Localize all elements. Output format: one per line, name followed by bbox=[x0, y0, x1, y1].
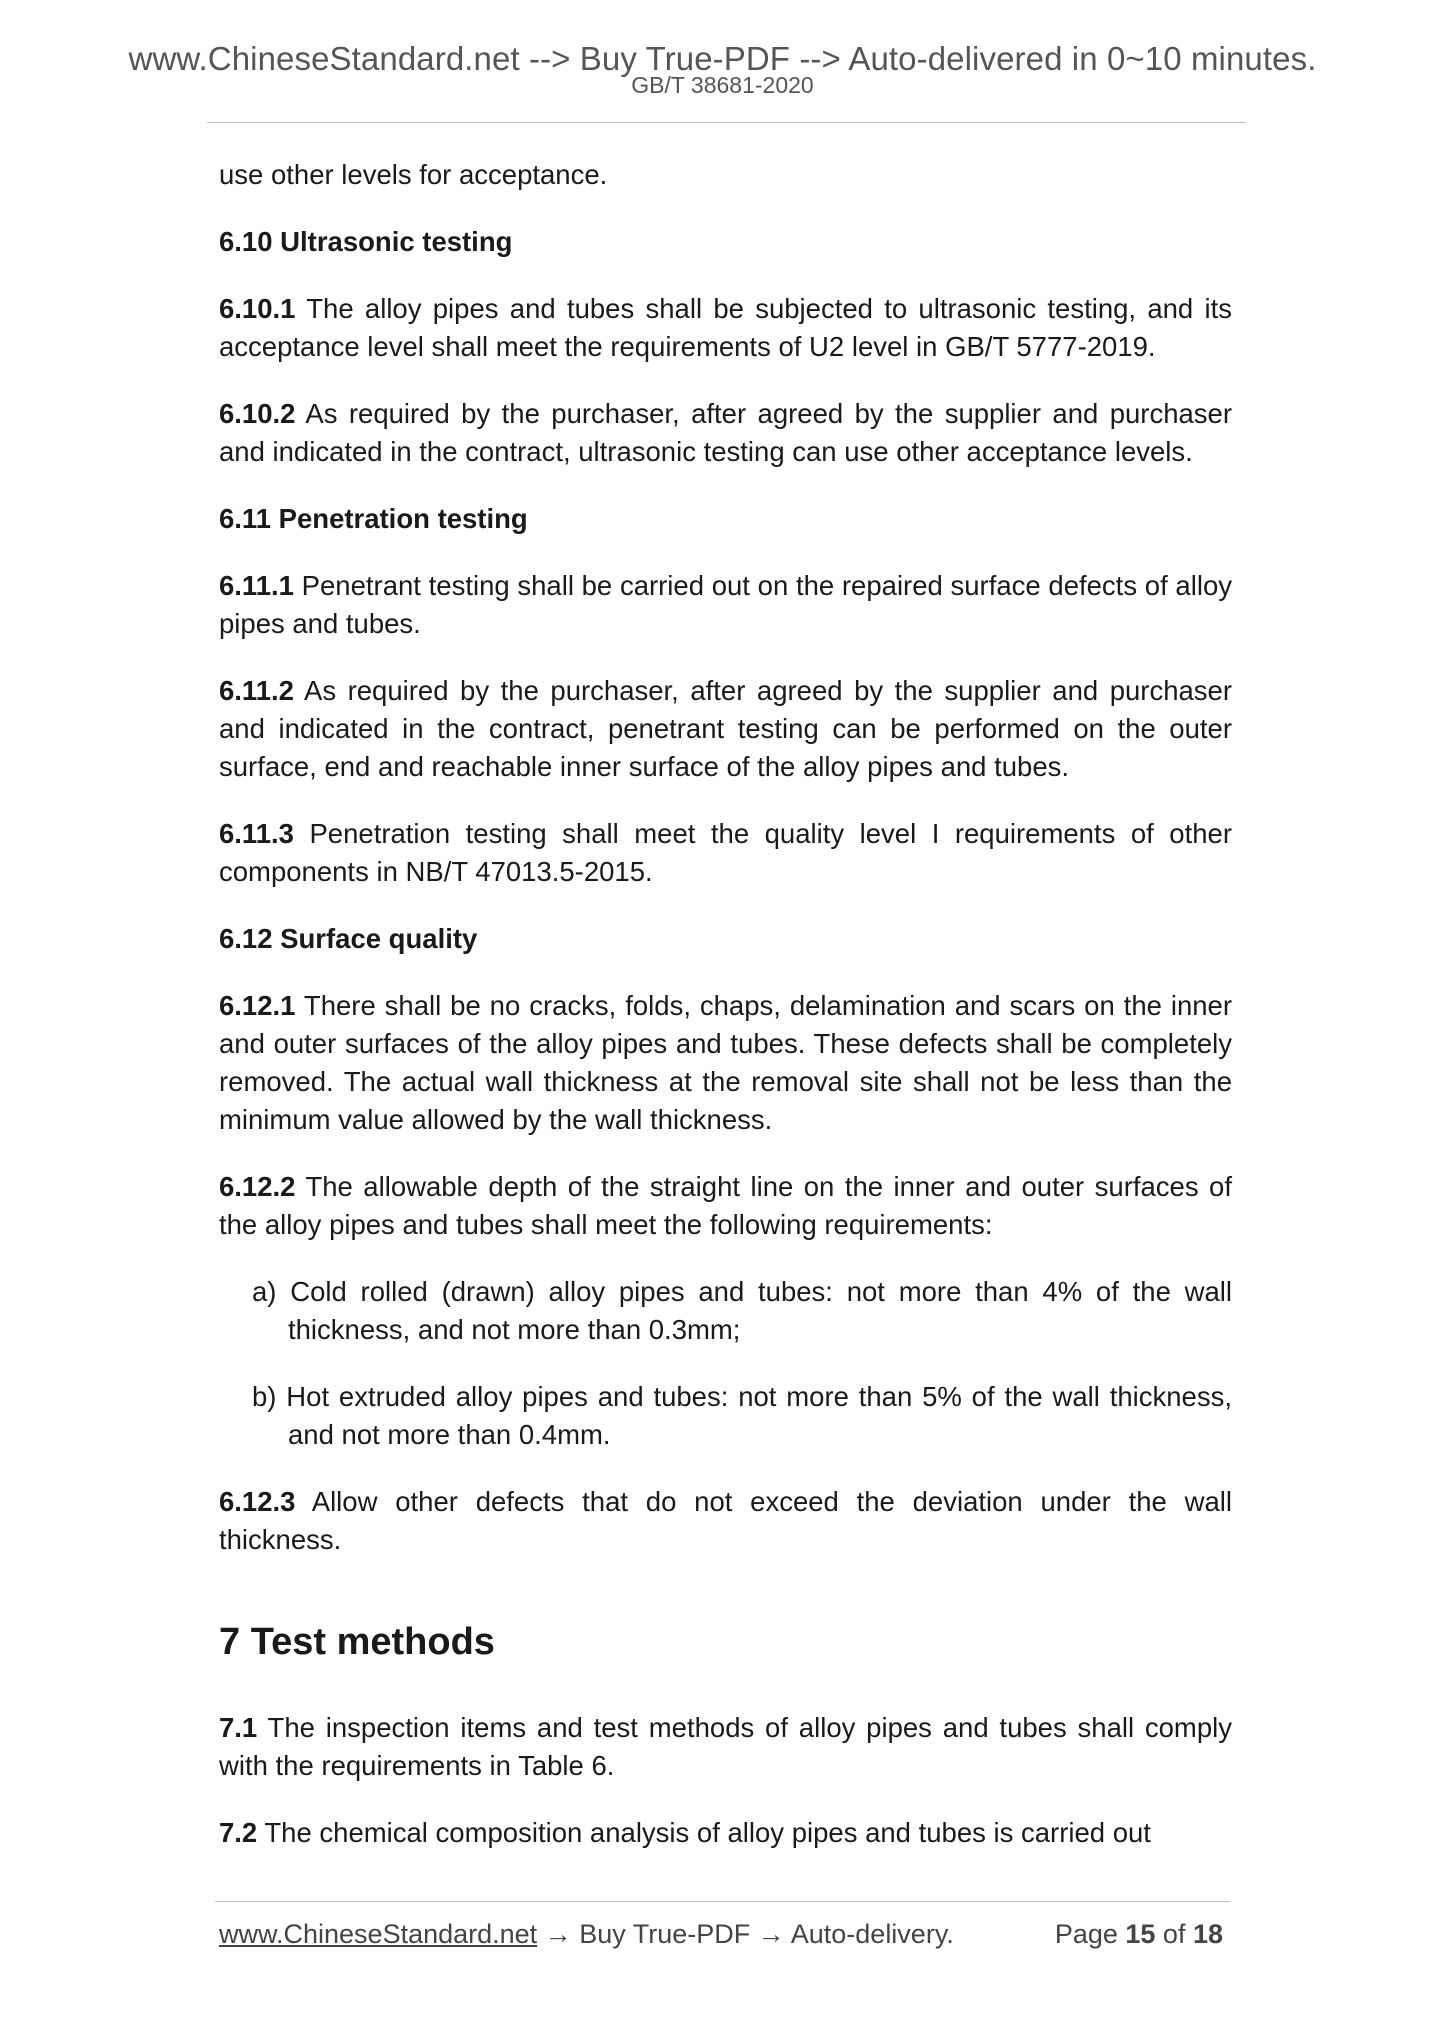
clause-number: 6.12.2 bbox=[219, 1171, 296, 1202]
clause-6-11-3 bbox=[219, 815, 1232, 891]
page-total: 18 bbox=[1192, 1919, 1223, 1949]
page-indicator bbox=[1055, 1919, 1223, 1950]
page-of-label: of bbox=[1155, 1919, 1193, 1949]
clause-number: 6.11.2 bbox=[219, 675, 294, 706]
chapter-heading-7: 7 Test methods bbox=[219, 1621, 495, 1663]
clause-number: 6.11.1 bbox=[219, 570, 294, 601]
section-heading-6-12: 6.12 Surface quality bbox=[219, 923, 478, 954]
clause-text: The allowable depth of the straight line on the inner and outer surfaces of the alloy pipes and tubes shall meet the following requirements: bbox=[219, 1171, 1232, 1240]
clause-6-12-3 bbox=[219, 1483, 1232, 1559]
section-heading-6-11: 6.11 Penetration testing bbox=[219, 503, 528, 534]
clause-6-10-1 bbox=[219, 290, 1232, 366]
section-heading-6-10: 6.10 Ultrasonic testing bbox=[219, 226, 513, 257]
clause-text: Allow other defects that do not exceed the deviation under the wall thickness. bbox=[219, 1486, 1232, 1555]
clause-number: 6.10.2 bbox=[219, 398, 296, 429]
footer-divider bbox=[215, 1901, 1230, 1902]
clause-6-11-1 bbox=[219, 567, 1232, 643]
clause-text: As required by the purchaser, after agreed by the supplier and purchaser and indicated in the contract, penetrant testing can be performed on the outer surface, end and reachable inner surface of the alloy pipes and tubes. bbox=[219, 675, 1232, 782]
clause-7-1 bbox=[219, 1709, 1232, 1785]
top-banner: www.ChineseStandard.net --> Buy True-PDF --> Auto-delivered in 0~10 minutes. bbox=[128, 40, 1317, 77]
page-label: Page bbox=[1054, 1919, 1126, 1949]
clause-text: The inspection items and test methods of alloy pipes and tubes shall comply with the requirements in Table 6. bbox=[219, 1712, 1232, 1781]
continuation-paragraph: use other levels for acceptance. bbox=[219, 159, 608, 190]
clause-7-2 bbox=[219, 1814, 1232, 1852]
clause-6-10-2 bbox=[219, 395, 1232, 471]
footer-promo bbox=[219, 1919, 954, 1950]
footer-tail-text: → Buy True-PDF → Auto-delivery. bbox=[537, 1919, 954, 1949]
list-item-b: b) Hot extruded alloy pipes and tubes: not more than 5% of the wall thickness, and not more than 0.4mm. bbox=[252, 1381, 1232, 1450]
clause-text: The alloy pipes and tubes shall be subjected to ultrasonic testing, and its acceptance level shall meet the requirements of U2 level in GB/T 5777-2019. bbox=[219, 293, 1232, 362]
clause-text: The chemical composition analysis of alloy pipes and tubes is carried out bbox=[257, 1817, 1151, 1848]
clause-text: Penetration testing shall meet the quality level I requirements of other components in NB/T 47013.5-2015. bbox=[219, 818, 1232, 887]
clause-6-12-1 bbox=[219, 987, 1232, 1139]
clause-number: 6.12.3 bbox=[219, 1486, 296, 1517]
clause-number: 6.10.1 bbox=[219, 293, 296, 324]
clause-text: As required by the purchaser, after agreed by the supplier and purchaser and indicated in the contract, ultrasonic testing can use other acceptance levels. bbox=[219, 398, 1232, 467]
website-link[interactable]: www.ChineseStandard.net bbox=[219, 1919, 538, 1949]
page-content bbox=[219, 156, 1232, 1852]
clause-text: There shall be no cracks, folds, chaps, delamination and scars on the inner and outer surfaces of the alloy pipes and tubes. These defects shall be completely removed. The actual wall thickness at the removal site shall not be less than the minimum value allowed by the wall thickness. bbox=[219, 990, 1232, 1135]
list-item-a: a) Cold rolled (drawn) alloy pipes and tubes: not more than 4% of the wall thickness, and not more than 0.3mm; bbox=[252, 1276, 1232, 1345]
clause-text: Penetrant testing shall be carried out on the repaired surface defects of alloy pipes and tubes. bbox=[219, 570, 1232, 639]
page-number: 15 bbox=[1125, 1919, 1156, 1949]
clause-number: 6.11.3 bbox=[219, 818, 294, 849]
page-footer bbox=[219, 1919, 1232, 1953]
clause-number: 7.1 bbox=[219, 1712, 258, 1743]
clause-number: 6.12.1 bbox=[219, 990, 296, 1021]
header-divider bbox=[207, 122, 1245, 123]
clause-number: 7.2 bbox=[219, 1817, 258, 1848]
clause-6-12-2 bbox=[219, 1168, 1232, 1244]
document-code: GB/T 38681-2020 bbox=[631, 72, 814, 98]
clause-6-11-2 bbox=[219, 672, 1232, 786]
